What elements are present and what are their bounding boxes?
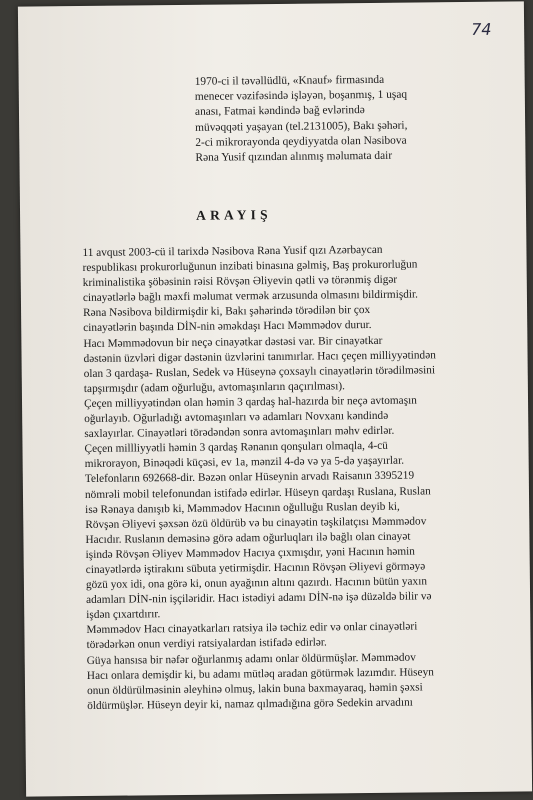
- header-line: Rəna Yusif qızından alınmış məlumata dair: [195, 149, 393, 164]
- body-line: Telefonların 692668-dir. Bəzən onlar Hüseynin arvadı Raisanın 3395219: [84, 469, 415, 486]
- body-line: Rəna Nəsibova bildirmişdir ki, Bakı şəhərində törədilən bir çox: [83, 304, 371, 320]
- body-line: cinayətlərdə iştirakını sübuta yetirmişdir. Hacının Rövşən Əliyevi görməyə: [85, 560, 426, 576]
- body-line: mikrorayon, Binəqədi küçəsi, ev 1a, mənzil 4-də və ya 5-də yaşayırlar.: [84, 454, 405, 471]
- body-line: 11 avqust 2003-cü il tarixdə Nəsibova Rəna Yusif qızı Azərbaycan: [82, 243, 383, 260]
- body-line: Hacıdır. Ruslanın deməsinə görə adam oğurluqları ilə bağlı olan cinayət: [85, 530, 411, 546]
- body-line: işdən çıxartdırır.: [86, 608, 161, 622]
- body-text: [82, 241, 527, 713]
- document-title: ARAYIŞ: [195, 207, 272, 223]
- body-line: Hacı Məmmədovun bir neçə cinayətkar dəstəsi var. Bir cinayətkar: [83, 334, 383, 350]
- header-line: 2-ci mikrorayonda qeydiyyatda olan Nəsibova: [195, 134, 407, 149]
- body-line: Rövşən Əliyevi şəxsən özü öldürüb və bu cinayətin təşkilatçısı Məmmədov: [85, 515, 427, 531]
- body-line: Çeçen milliyyətindən olan həmin 3 qardaş hal-hazırda bir neçə avtomaşın: [83, 394, 417, 410]
- header-block: [195, 72, 486, 166]
- body-line: respublikası prokurorluğunun inzibati binasına gəlmiş, Baş prokurorluğun: [82, 258, 418, 275]
- body-line: saxlayırlar. Cinayətləri törədəndən sonra avtomaşınları məhv edirlər.: [84, 424, 395, 441]
- body-line: dəstənin üzvləri digər dəstənin üzvlərini tanımırlar. Hacı çeçen milliyyətindən: [83, 348, 436, 365]
- body-line: öldürmüşlər. Hüseyn deyir ki, namaz qılmadığına görə Sedekin arvadını: [87, 696, 413, 712]
- body-line: Çeçen millliyyətli həmin 3 qardaş Rənanın qonşuları olmaqla, 4-cü: [84, 440, 388, 456]
- body-line: oğurlayıb. Oğurladığı avtomaşınları və adamları Novxanı kəndində: [84, 409, 389, 426]
- body-line: kriminalistika şöbəsinin rəisi Rövşən Əliyevin qətli və törənmiş digər: [82, 273, 398, 290]
- body-line: adamları DİN-nin işçiləridir. Hacı istədiyi adamı DİN-nə işə düzəldə bilir və: [86, 590, 432, 607]
- body-line: gözü yox idi, ona görə ki, onun ayağının altını qazırdı. Hacının bütün yaxın: [85, 575, 428, 592]
- body-line: onun öldürülməsinin əleyhinə olmuş, lakin buna baxmayaraq, həmin şəxsi: [86, 681, 423, 697]
- body-line: nömrəli mobil telefonundan istifadə edirlər. Hüseyn qardaşı Ruslana, Ruslan: [84, 484, 431, 501]
- body-line: Məmmədov Hacı cinayətkarları ratsiya ilə təchiz edir və onlar cinayətləri: [86, 620, 418, 637]
- body-line: törədərkən onun verdiyi ratsiyalardan istifadə edirlər.: [86, 636, 327, 652]
- body-line: isə Rənaya danışıb ki, Məmmədov Hacının oğulluğu Ruslan deyib ki,: [85, 500, 400, 516]
- body-line: tapşırmışdır (adam oğurluğu, avtomaşınların qaçırılması).: [83, 380, 345, 395]
- body-line: işində Rövşən Əliyev Məmmədov Hacıya çıxmışdır, yəni Hacının həmin: [85, 545, 415, 561]
- body-line: cinayətlərlə bağlı məxfi məlumat vermək arzusunda olmasını bildirmişdir.: [82, 288, 419, 305]
- header-line: anası, Fatmai kəndində bağ evlərində: [194, 104, 365, 119]
- document-page: [18, 1, 532, 796]
- header-line: menecer vəzifəsində işləyən, boşanmış, 1 uşaq: [194, 88, 408, 104]
- header-line: 1970-ci il təvəllüdlü, «Knauf» firmasında: [194, 73, 385, 88]
- page-number: 74: [471, 19, 492, 39]
- body-line: cinayətlərin başında DİN-nin əməkdaşı Hacı Məmmədov durur.: [83, 319, 372, 335]
- body-line: Hacı onlara demişdir ki, bu adamı mütləq aradan götürmək lazımdır. Hüseyn: [86, 665, 434, 682]
- body-line: Güya hansısa bir nəfər oğurlanmış adamı onlar öldürmüşlər. Məmmədov: [86, 651, 416, 667]
- body-line: olan 3 qardaşa- Ruslan, Sedek və Hüseynə çoxsaylı cinayətlərin törədilməsini: [83, 364, 436, 380]
- header-line: müvəqqəti yaşayan (tel.2131005), Bakı şəhəri,: [195, 119, 408, 134]
